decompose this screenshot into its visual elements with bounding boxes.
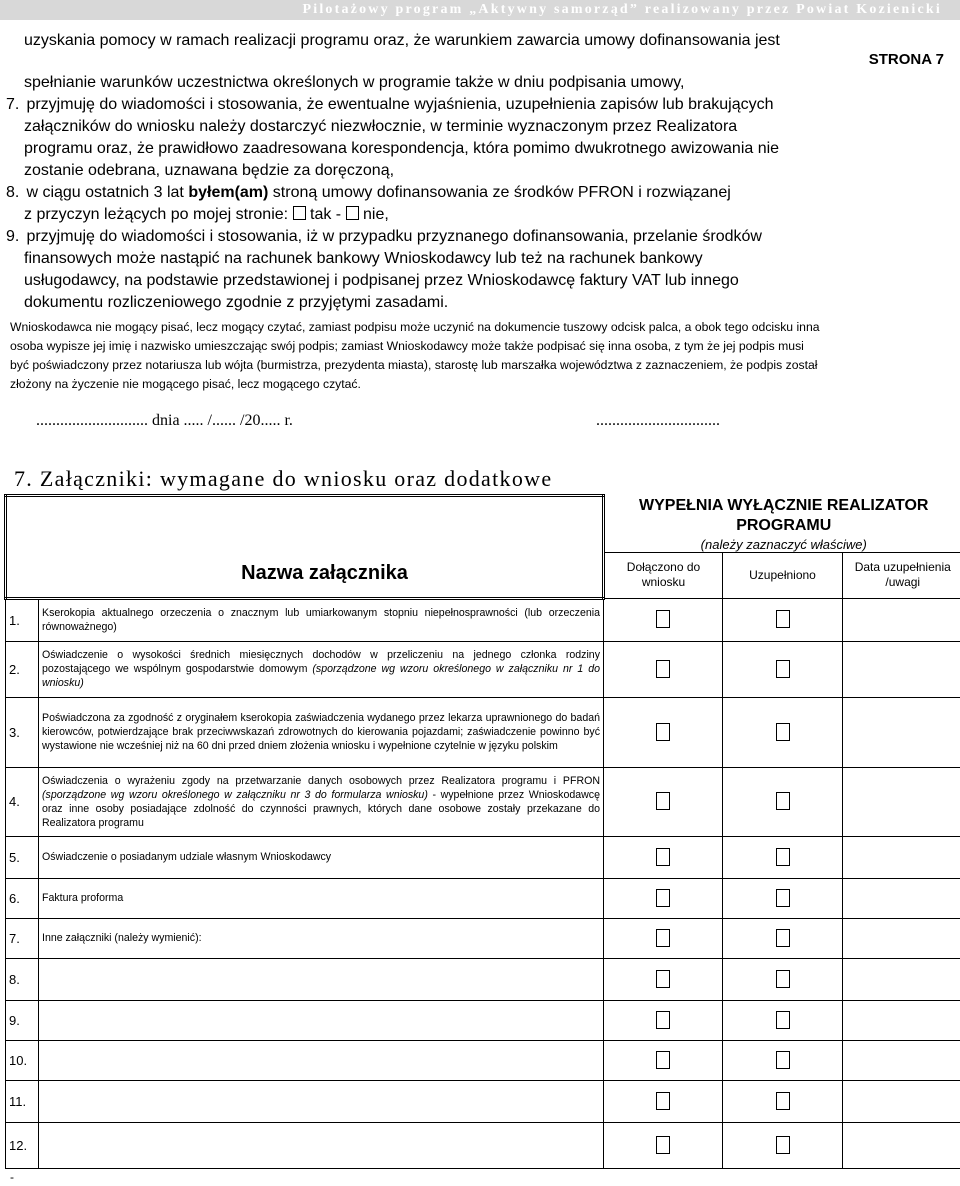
running-header: Pilotażowy program „Aktywny samorząd” realizowany przez Powiat Kozienicki — [0, 0, 960, 20]
date-cell[interactable] — [843, 598, 960, 641]
footer-dash: - — [10, 1170, 14, 1184]
row-description[interactable] — [39, 1080, 604, 1122]
realizer-title: WYPEŁNIA WYŁĄCZNIE REALIZATOR PROGRAMU — [639, 496, 929, 534]
checkbox-tak[interactable] — [293, 206, 306, 220]
table-row — [6, 1040, 960, 1080]
realizer-subtitle: (należy zaznaczyć właściwe) — [700, 536, 867, 552]
row-number: 6. — [6, 878, 39, 918]
table-row — [6, 697, 960, 767]
date-cell[interactable] — [843, 836, 960, 878]
checkbox-supplemented[interactable] — [776, 1051, 790, 1069]
date-cell[interactable] — [843, 1080, 960, 1122]
checkbox-nie[interactable] — [346, 206, 359, 220]
row-number: 8. — [6, 958, 39, 1000]
checkbox-supplemented[interactable] — [776, 660, 790, 678]
table-row — [6, 641, 960, 697]
statement-text: z przyczyn leżących po mojej stronie: — [24, 206, 293, 223]
checkbox-attached[interactable] — [656, 1092, 670, 1110]
checkbox-supplemented[interactable] — [776, 1092, 790, 1110]
row-description: Inne załączniki (należy wymienić): — [39, 918, 604, 958]
attachments-table — [4, 494, 960, 1169]
statement-continuation-2 — [24, 72, 946, 94]
checkbox-attached[interactable] — [656, 1051, 670, 1069]
statement-line: załączników do wniosku należy dostarczyć niezwłocznie, w terminie wyznaczonym przez Realizatora — [24, 118, 738, 135]
row-number: 9. — [6, 1000, 39, 1040]
note-line: Wnioskodawca nie mogący pisać, lecz mogący czytać, zamiast podpisu może uczynić na dokumencie tuszowy odcisk palca, a obok tego odcisku inna — [10, 320, 820, 334]
date-cell[interactable] — [843, 958, 960, 1000]
row-number: 4. — [6, 767, 39, 836]
note-line: osoba wypisze jej imię i nazwisko umieszczając swój podpis; zamiast Wnioskodawcy może także podpisać się inna osoba, z tym że jej podpis musi — [10, 339, 804, 353]
row-description[interactable] — [39, 1000, 604, 1040]
date-cell[interactable] — [843, 1000, 960, 1040]
statement-line: uzyskania pomocy w ramach realizacji programu oraz, że warunkiem zawarcia umowy dofinansowania jest — [24, 32, 780, 49]
statement-line: finansowych może nastąpić na rachunek bankowy Wnioskodawcy lub też na rachunek bankowy — [24, 250, 703, 267]
attachment-name-title: Nazwa załącznika — [241, 561, 408, 584]
checkbox-attached[interactable] — [656, 970, 670, 988]
checkbox-supplemented[interactable] — [776, 792, 790, 810]
row-description[interactable] — [39, 958, 604, 1000]
checkbox-attached[interactable] — [656, 1011, 670, 1029]
table-row — [6, 598, 960, 641]
signature-line: ............................... — [596, 412, 720, 429]
statement-text: stroną umowy dofinansowania ze środków PFRON i rozwiązanej — [268, 184, 731, 201]
row-description: Oświadczenia o wyrażeniu zgody na przetwarzanie danych osobowych przez Realizatora programu i PFRON (sporządzone wg wzoru określonego w załączniku nr 3 do formularza wniosku) - wypełnione przez Wnioskodawcę oraz inne osoby posiadające zdolność do czynności prawnych, których dane osobowe zostały przekazane do Realizatora programu — [39, 767, 604, 836]
row-description[interactable] — [39, 1040, 604, 1080]
table-row — [6, 1122, 960, 1168]
note-line: złożony na życzenie nie mogącego pisać, lecz mogącego czytać. — [10, 377, 361, 391]
signature-note — [10, 318, 948, 394]
statement-line: programu oraz, że prawidłowo zaadresowana korespondencja, która pomimo dwukrotnego awizowania nie — [24, 140, 780, 157]
checkbox-attached[interactable] — [656, 1136, 670, 1154]
realizer-header — [604, 496, 960, 553]
statement-bold: byłem(am) — [188, 184, 269, 201]
date-cell[interactable] — [843, 918, 960, 958]
checkbox-supplemented[interactable] — [776, 889, 790, 907]
checkbox-supplemented[interactable] — [776, 929, 790, 947]
statement-item-9 — [6, 226, 946, 314]
row-number: 3. — [6, 697, 39, 767]
table-row — [6, 836, 960, 878]
option-nie-label: nie, — [358, 206, 389, 223]
checkbox-attached[interactable] — [656, 660, 670, 678]
option-tak-label: tak - — [305, 206, 346, 223]
table-row — [6, 878, 960, 918]
statement-line: przyjmuję do wiadomości i stosowania, iż w przypadku przyznanego dofinansowania, przelanie środków — [26, 228, 762, 245]
section-title: 7. Załączniki: wymagane do wniosku oraz dodatkowe — [14, 466, 553, 491]
row-number: 10. — [6, 1040, 39, 1080]
statement-item-8 — [6, 182, 946, 226]
row-description: Oświadczenie o wysokości średnich miesięcznych dochodów w przeliczeniu na jednego członka rodziny pozostającego we wspólnym gospodarstwie domowym (sporządzone wg wzoru określonego w załączniku nr 1 do wniosku) — [39, 641, 604, 697]
row-number: 7. — [6, 918, 39, 958]
table-row — [6, 1000, 960, 1040]
row-number: 1. — [6, 598, 39, 641]
date-cell[interactable] — [843, 767, 960, 836]
row-number: 11. — [6, 1080, 39, 1122]
checkbox-attached[interactable] — [656, 929, 670, 947]
date-cell[interactable] — [843, 697, 960, 767]
row-description: Kserokopia aktualnego orzeczenia o znacznym lub umiarkowanym stopniu niepełnosprawności (lub orzeczenia równoważnego) — [39, 598, 604, 641]
date-cell[interactable] — [843, 1040, 960, 1080]
col-attached-header: Dołączono do wniosku — [604, 552, 723, 598]
item-number: 7. — [6, 96, 20, 113]
note-line: być poświadczony przez notariusza lub wójta (burmistrza, prezydenta miasta), starostę lub marszałka województwa z zaznaczeniem, że podpis został — [10, 358, 818, 372]
statement-text: w ciągu ostatnich 3 lat — [26, 184, 189, 201]
date-cell[interactable] — [843, 878, 960, 918]
date-cell[interactable] — [843, 641, 960, 697]
table-row — [6, 958, 960, 1000]
statement-line: spełnianie warunków uczestnictwa określonych w programie także w dniu podpisania umowy, — [24, 74, 685, 91]
checkbox-supplemented[interactable] — [776, 1011, 790, 1029]
item-number: 8. — [6, 184, 20, 201]
statement-line: zostanie odebrana, uznawana będzie za doręczoną, — [24, 162, 395, 179]
checkbox-attached[interactable] — [656, 792, 670, 810]
table-row — [6, 918, 960, 958]
row-number: 5. — [6, 836, 39, 878]
checkbox-attached[interactable] — [656, 889, 670, 907]
row-description[interactable] — [39, 1122, 604, 1168]
statement-item-7 — [6, 94, 946, 182]
row-description: Oświadczenie o posiadanym udziale własnym Wnioskodawcy — [39, 836, 604, 878]
row-number: 12. — [6, 1122, 39, 1168]
statement-line: usługodawcy, na podstawie przedstawionej i podpisanej przez Wnioskodawcę faktury VAT lub innego — [24, 272, 739, 289]
table-row — [6, 1080, 960, 1122]
checkbox-supplemented[interactable] — [776, 1136, 790, 1154]
item-number: 9. — [6, 228, 20, 245]
row-description: Poświadczona za zgodność z oryginałem kserokopia zaświadczenia wydanego przez lekarza uprawnionego do badań kierowców, potwierdzające brak przeciwwskazań zdrowotnych do kierowania pojazdami; zaświadczenie powinno być wystawione nie wcześniej niż na 60 dni przed dniem złożenia wniosku i wypełnione czytelnie w języku polskim — [39, 697, 604, 767]
date-cell[interactable] — [843, 1122, 960, 1168]
row-number: 2. — [6, 641, 39, 697]
checkbox-attached[interactable] — [656, 848, 670, 866]
date-line: ............................ dnia ..... /...... /20..... r. — [36, 412, 293, 429]
col-date-header: Data uzupełnienia /uwagi — [843, 552, 960, 598]
statement-line: dokumentu rozliczeniowego zgodnie z przyjętymi zasadami. — [24, 294, 449, 311]
table-row — [6, 767, 960, 836]
checkbox-supplemented[interactable] — [776, 848, 790, 866]
col-supplemented-header: Uzupełniono — [723, 552, 843, 598]
checkbox-supplemented[interactable] — [776, 723, 790, 741]
checkbox-attached[interactable] — [656, 723, 670, 741]
row-description: Faktura proforma — [39, 878, 604, 918]
statement-continuation — [24, 30, 946, 52]
checkbox-supplemented[interactable] — [776, 970, 790, 988]
statement-line: przyjmuję do wiadomości i stosowania, że ewentualne wyjaśnienia, uzupełnienia zapisów lub brakujących — [26, 96, 774, 113]
page-marker: STRONA 7 — [868, 51, 944, 68]
checkbox-attached[interactable] — [656, 610, 670, 628]
attachment-name-header — [6, 496, 604, 599]
checkbox-supplemented[interactable] — [776, 610, 790, 628]
